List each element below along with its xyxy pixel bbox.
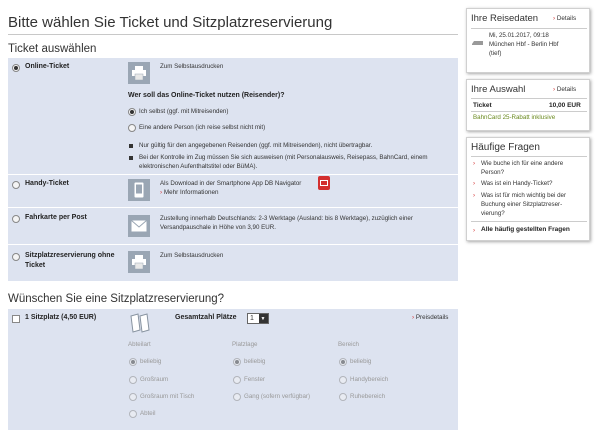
printer-icon [128, 62, 150, 84]
total-seats-label: Gesamtzahl Plätze [175, 314, 237, 321]
online-self-label: Ich selbst (ggf. mit Mitreisenden) [139, 108, 229, 115]
price-details-link[interactable] [412, 314, 448, 321]
seat-only-label-line2: Ticket [25, 262, 46, 269]
ticket-price: 10,00 EUR [549, 102, 581, 109]
box-divider [471, 221, 587, 222]
smartphone-icon [128, 179, 150, 201]
abteil-option: Abteil [140, 410, 156, 417]
online-ticket-label: Online-Ticket [25, 63, 70, 70]
abteil-radio[interactable] [129, 410, 137, 418]
title-divider [8, 34, 458, 35]
selection-box [466, 79, 590, 131]
platzlage-radio[interactable] [233, 376, 241, 384]
selection-details-link[interactable] [553, 86, 576, 93]
bereich-option: Handybereich [350, 376, 389, 383]
online-print-text: Zum Selbstausdrucken [160, 63, 224, 70]
travel-route: München Hbf - Berlin Hbf [489, 41, 559, 48]
travel-details-text: Details [556, 15, 577, 22]
post-desc-line2: Versandpauschale in Höhe von 3,90 EUR. [160, 224, 276, 231]
arrow-right-icon: › [553, 15, 556, 22]
faq-question-3-line2[interactable]: Buchung einer Sitzplatzreser- [481, 201, 563, 208]
faq-box [466, 137, 590, 241]
faq-question-3-line3[interactable]: vierung? [481, 210, 505, 217]
post-ticket-radio[interactable] [12, 215, 20, 223]
online-other-radio[interactable] [128, 124, 136, 132]
handy-ticket-radio[interactable] [12, 181, 20, 189]
post-desc-line1: Zustellung innerhalb Deutschlands: 2-3 Werktage (Ausland: bis 8 Werktage), zuzüglich einer [160, 215, 413, 222]
travel-data-box [466, 8, 590, 73]
arrow-right-icon: › [473, 180, 476, 187]
selection-details-text: Details [556, 86, 577, 93]
platzlage-radio[interactable] [233, 358, 241, 366]
faq-question-1-line2[interactable]: Person? [481, 169, 505, 176]
travel-tag: (tief) [489, 50, 502, 57]
handy-desc: Als Download in der Smartphone App DB Navigator [160, 180, 302, 187]
abteil-radio[interactable] [129, 358, 137, 366]
faq-question-1-line1[interactable]: Wie buche ich für eine andere [481, 160, 564, 167]
abteil-option: Großraum [140, 376, 169, 383]
envelope-icon [128, 215, 150, 237]
bereich-radio[interactable] [339, 358, 347, 366]
seat-only-print-text: Zum Selbstausdrucken [160, 252, 224, 259]
online-question: Wer soll das Online-Ticket nutzen (Reisender)? [128, 92, 285, 99]
handy-more-text: Mehr Informationen [163, 189, 219, 196]
seat-only-label-line1: Sitzplatzreservierung ohne [25, 252, 115, 259]
column-head-abteilart: Abteilart [128, 341, 151, 348]
arrow-right-icon: › [473, 160, 476, 167]
discount-note: BahnCard 25-Rabatt inklusive [473, 114, 556, 121]
row-divider [8, 174, 458, 175]
column-head-bereich: Bereich [338, 341, 359, 348]
online-ticket-radio[interactable] [12, 64, 20, 72]
handy-more-link[interactable] [160, 189, 218, 196]
online-note-2-line1: Bei der Kontrolle im Zug müssen Sie sich ausweisen (mit Personalausweis, Reisepass, BahnCard, einem [139, 154, 428, 161]
online-note-1: Nur gültig für den angegebenen Reisenden (ggf. mit Mitreisenden), nicht übertragbar. [139, 142, 373, 149]
arrow-right-icon: › [473, 227, 476, 234]
platzlage-option: Gang (sofern verfügbar) [244, 393, 311, 400]
bereich-radio[interactable] [339, 393, 347, 401]
selection-title: Ihre Auswahl [471, 84, 526, 95]
reservation-section-title: Wünschen Sie eine Sitzplatzreservierung? [8, 293, 225, 305]
abteil-radio[interactable] [129, 393, 137, 401]
box-divider [471, 98, 587, 99]
reservation-checkbox[interactable] [12, 315, 20, 323]
box-divider [471, 156, 587, 157]
reservation-label: 1 Sitzplatz (4,50 EUR) [25, 314, 97, 321]
abteil-radio[interactable] [129, 376, 137, 384]
chevron-down-icon: ▼ [259, 314, 268, 323]
column-head-platzlage: Platzlage [232, 341, 258, 348]
box-divider [471, 111, 587, 112]
platzlage-option: Fenster [244, 376, 265, 383]
note-bullet [129, 144, 133, 148]
platzlage-radio[interactable] [233, 393, 241, 401]
online-other-label: Eine andere Person (ich reise selbst nicht mit) [139, 124, 266, 131]
faq-question-3-line1[interactable]: Was ist für mich wichtig bei der [481, 192, 567, 199]
arrow-right-icon: › [160, 189, 163, 196]
travel-data-title: Ihre Reisedaten [471, 13, 539, 24]
seat-icon [128, 312, 152, 334]
ticket-label: Ticket [473, 102, 492, 109]
row-divider [8, 244, 458, 245]
price-details-text: Preisdetails [415, 314, 449, 321]
printer-icon [128, 251, 150, 273]
faq-all-link[interactable]: Alle häufig gestellten Fragen [481, 226, 570, 233]
train-icon [472, 33, 484, 51]
bereich-option: beliebig [350, 358, 372, 365]
arrow-right-icon: › [553, 86, 556, 93]
reservation-panel [8, 309, 458, 430]
page-title: Bitte wählen Sie Ticket und Sitzplatzreservierung [8, 14, 333, 31]
row-divider [8, 207, 458, 208]
seat-count-select[interactable] [247, 313, 269, 324]
ticket-section-title: Ticket auswählen [8, 43, 97, 55]
db-navigator-app-icon [318, 176, 330, 190]
handy-ticket-label: Handy-Ticket [25, 180, 69, 187]
platzlage-option: beliebig [244, 358, 266, 365]
bereich-radio[interactable] [339, 376, 347, 384]
arrow-right-icon: › [473, 192, 476, 199]
seat-only-radio[interactable] [12, 253, 20, 261]
abteil-option: Großraum mit Tisch [140, 393, 195, 400]
faq-question-2[interactable]: Was ist ein Handy-Ticket? [481, 180, 553, 187]
travel-date: Mi, 25.01.2017, 09:18 [489, 32, 549, 39]
online-self-radio[interactable] [128, 108, 136, 116]
travel-details-link[interactable] [553, 15, 576, 22]
seat-count-value: 1 [250, 315, 254, 322]
abteil-option: beliebig [140, 358, 162, 365]
post-ticket-label: Fahrkarte per Post [25, 214, 87, 221]
online-note-2-line2: elektronischen Aufenthaltstitel oder BüMA). [139, 163, 258, 170]
bereich-option: Ruhebereich [350, 393, 386, 400]
faq-title: Häufige Fragen [471, 142, 540, 153]
arrow-right-icon: › [412, 314, 415, 321]
note-bullet [129, 156, 133, 160]
box-divider [471, 28, 587, 29]
